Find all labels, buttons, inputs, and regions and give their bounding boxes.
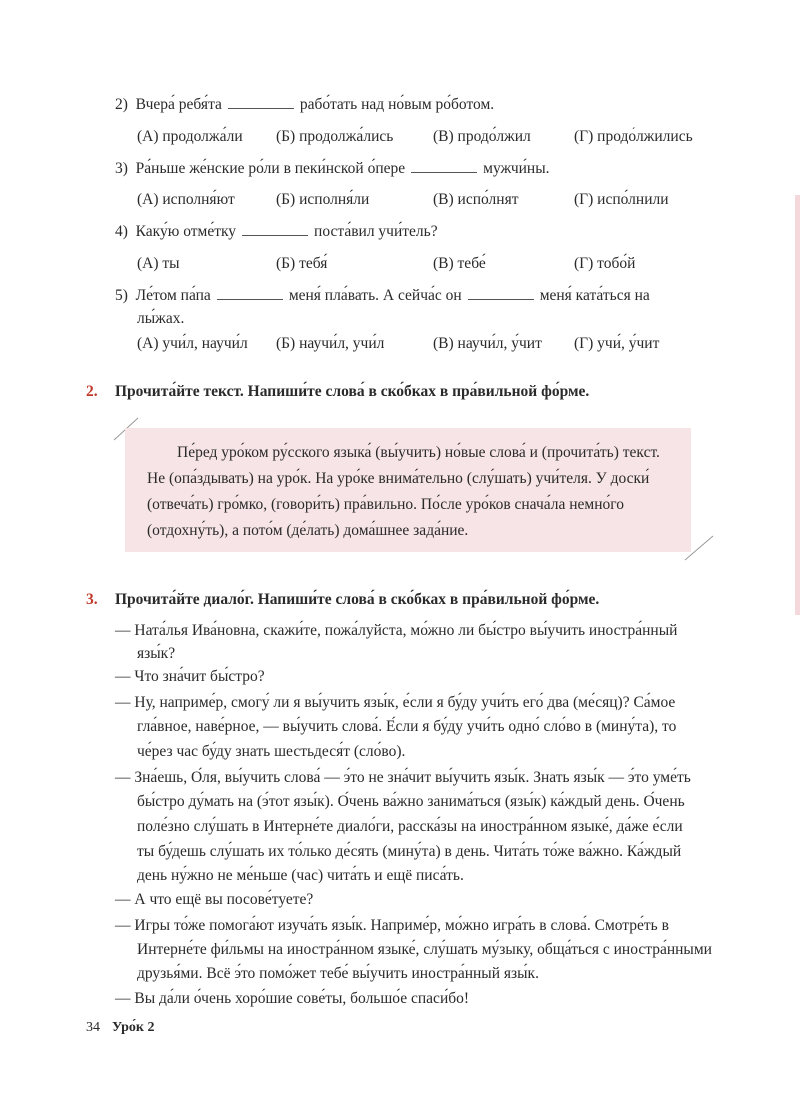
text-line: (отвеча́ть) гро́мко, (говори́ть) пра́вильно. По́сле уро́ков снача́ла немно́го [147,496,624,513]
question-text: Ле́том па́па [135,287,211,304]
question-text: рабо́тать над но́вым ро́ботом. [299,96,495,113]
dialog-line: — Игры то́же помога́ют изуча́ть язы́к. Наприме́р, мо́жно игра́ть в слова́. Смотре́ть в [115,917,669,934]
answer-blank[interactable] [217,287,283,300]
option-b[interactable]: (Б) продолжа́лись [276,128,394,145]
dialog-line: поле́зно слу́шать в Интерне́те диало́ги, расска́зы на иностра́нном языке́, да́же е́сли [137,818,683,835]
question-text: мужчи́ны. [483,160,550,177]
dialog-line: гла́вное, наве́рное, — вы́учить слова́. Е́сли я бу́ду учи́ть одно́ сло́во в (мину́та), то [137,718,677,735]
dialog-line: — Что зна́чит бы́стро? [115,668,265,685]
dialog-line: че́рез час бу́ду знать шестьдеся́т (сло́во). [137,743,406,760]
question-text: Каку́ю отме́тку [135,223,237,240]
task-3-title: Прочита́йте диало́г. Напиши́те слова́ в ско́бках в пра́вильной фо́рме. [115,591,600,608]
dialog-line: друзья́ми. Всё э́то помо́жет тебе́ вы́учить иностра́нный язы́к. [137,965,539,982]
dialog-line: день ну́жно не ме́ньше (час) чита́ть и ещё писа́ть. [137,867,464,884]
question-number: 3) [115,160,128,177]
question-number: 4) [115,223,128,240]
option-b[interactable]: (Б) исполня́ли [276,191,370,208]
text-line: Не (опа́здывать) на уро́к. На уро́ке внима́тельно (слу́шать) учи́теля. У доски́ [147,470,650,487]
task-3-number: 3. [86,591,98,608]
task-2-title: Прочита́йте текст. Напиши́те слова́ в ско́бках в пра́вильной фо́рме. [115,383,590,400]
task-2-number: 2. [86,383,98,400]
dialog-line: — Зна́ешь, О́ля, вы́учить слова́ — э́то не зна́чит вы́учить язы́к. Знать язы́к — э́то уме́ть [115,769,691,786]
question-text: Ра́ньше же́нские ро́ли в пеки́нской о́пере [135,160,406,177]
dialog-line: — Вы да́ли о́чень хоро́шие сове́ты, большо́е спаси́бо! [115,990,470,1007]
question-text: поста́вил учи́тель? [314,223,438,240]
question-text-continued: лы́жах. [137,310,185,327]
option-c[interactable]: (В) научи́л, у́чит [433,335,542,352]
dialog-line: — Ну, наприме́р, смогу́ ли я вы́учить язы́к, е́сли я бу́ду учи́ть его́ два (ме́сяц)? Са́мое [115,694,676,711]
option-b[interactable]: (Б) тебя́ [276,255,328,272]
question-2 [115,96,494,114]
option-c[interactable]: (В) испо́лнят [433,191,519,208]
question-text: меня́ пла́вать. А сейча́с он [288,287,462,304]
dialog-line: — Ната́лья Ива́новна, скажи́те, пожа́луйста, мо́жно ли бы́стро вы́учить иностра́нный [115,622,678,639]
option-d[interactable]: (Г) испо́лнили [574,191,669,208]
question-4 [115,223,438,241]
option-a[interactable]: (А) продолжа́ли [137,128,243,145]
corner-accent-icon [683,534,717,562]
question-number: 2) [115,96,128,113]
option-d[interactable]: (Г) продо́лжились [574,128,693,145]
answer-blank[interactable] [228,96,294,109]
dialog-line: Интерне́те фи́льмы на иностра́нном языке́, слу́шать му́зыку, обща́ться с иностра́нными [137,941,712,958]
option-b[interactable]: (Б) научи́л, учи́л [276,335,385,352]
option-c[interactable]: (В) тебе́ [433,255,486,272]
option-d[interactable]: (Г) учи́, у́чит [574,335,660,352]
page-number: 34 [86,1020,100,1035]
option-c[interactable]: (В) продо́лжил [433,128,531,145]
text-line: (отдохну́ть), а пото́м (де́лать) дома́шнее зада́ние. [147,522,469,539]
text-line: Пе́ред уро́ком ру́сского языка́ (вы́учить) но́вые слова́ и (прочита́ть) текст. [177,444,660,461]
question-text: меня́ ката́ться на [539,287,650,304]
question-text: Вчера́ ребя́та [135,96,222,113]
dialog-line: язы́к? [137,645,176,662]
lesson-label: Уро́к 2 [112,1020,155,1035]
question-3 [115,160,550,178]
option-a[interactable]: (А) учи́л, научи́л [137,335,248,352]
answer-blank[interactable] [242,223,308,236]
option-a[interactable]: (А) исполня́ют [137,191,235,208]
page-edge-tab [795,195,800,615]
dialog-line: — А что ещё вы посове́туете? [115,891,314,908]
option-a[interactable]: (А) ты [137,255,180,272]
question-number: 5) [115,287,128,304]
option-d[interactable]: (Г) тобо́й [574,255,636,272]
question-5 [115,287,650,305]
dialog-line: бы́стро ду́мать на (э́тот язы́к). О́чень ва́жно занима́ться (язы́к) ка́ждый день. О́чень [137,793,685,810]
answer-blank[interactable] [468,287,534,300]
answer-blank[interactable] [411,160,477,173]
dialog-line: ты бу́дешь слу́шать их то́лько де́сять (мину́та) в день. Чита́ть то́же ва́жно. Ка́ждый [137,843,682,860]
